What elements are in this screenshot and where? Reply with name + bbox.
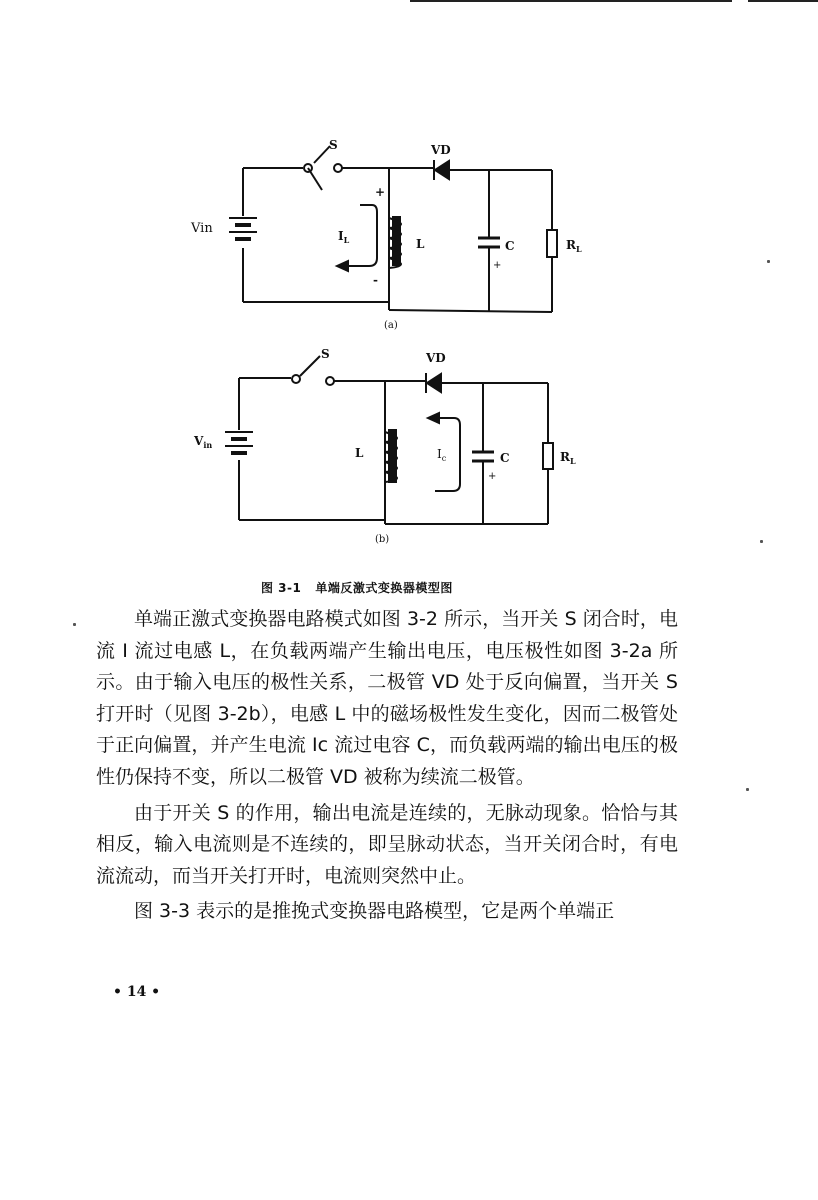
figure-caption bbox=[261, 579, 453, 596]
switch-label: S bbox=[321, 347, 330, 361]
inductor-label: L bbox=[355, 446, 364, 460]
current-label: $I_L$ bbox=[338, 229, 350, 245]
scan-speck bbox=[73, 623, 76, 626]
inductor-symbol bbox=[385, 430, 397, 482]
circuit-b bbox=[193, 347, 576, 545]
source-label: $V_{in}$ bbox=[194, 434, 213, 450]
scan-speck bbox=[767, 260, 770, 263]
capacitor-symbol bbox=[478, 238, 500, 247]
diode-label: VD bbox=[426, 351, 446, 365]
wire bbox=[389, 310, 552, 312]
page-number: • 14 • bbox=[113, 984, 161, 1000]
diode-symbol bbox=[434, 160, 449, 180]
source-label: Vin bbox=[191, 221, 213, 236]
switch-label: S bbox=[329, 138, 338, 152]
capacitor-polarity: + bbox=[493, 260, 502, 271]
capacitor-label: C bbox=[500, 451, 510, 465]
paragraph: 图 3-3 表示的是推挽式变换器电路模型，它是两个单端正 bbox=[134, 900, 615, 923]
battery-symbol bbox=[229, 218, 257, 239]
capacitor-symbol bbox=[472, 452, 494, 461]
capacitor-label: C bbox=[505, 239, 515, 253]
figure-sublabel-a: (a) bbox=[384, 320, 398, 331]
figure-title: 单端反激式变换器模型图 bbox=[315, 581, 453, 595]
scan-speck bbox=[760, 540, 763, 543]
resistor-symbol bbox=[543, 443, 553, 469]
polarity-minus: - bbox=[373, 273, 378, 287]
figure-number: 图 3-1 bbox=[261, 581, 302, 595]
circuit-a bbox=[190, 138, 582, 331]
body-text bbox=[96, 604, 678, 932]
inductor-label: L bbox=[416, 237, 425, 251]
load-label: $R_L$ bbox=[566, 238, 582, 254]
diode-symbol bbox=[426, 373, 441, 393]
figure-sublabel-b: (b) bbox=[375, 534, 390, 545]
current-label: $I_c$ bbox=[437, 447, 447, 463]
polarity-plus: + bbox=[375, 185, 386, 199]
paragraph: 单端正激式变换器电路模式如图 3-2 所示，当开关 S 闭合时，电流 I 流过电感 L，在负载两端产生输出电压，电压极性如图 3-2a 所示。由于输入电压的极性关系，二极管 VD 处于反向偏置，当开关 S 打开时（见图 3-2b），电感 L 中的磁场极性发生变化，因而二极管处于正向偏置，并产生电流 Ic 流过电容 C，而负载两端的输出电压的极性仍保持不变，所以二极管 VD 被称为续流二极管。 bbox=[96, 608, 678, 788]
load-label: $R_L$ bbox=[560, 450, 576, 466]
resistor-symbol bbox=[547, 230, 557, 257]
battery-symbol bbox=[225, 432, 253, 453]
current-arrow bbox=[428, 413, 460, 491]
paragraph: 由于开关 S 的作用，输出电流是连续的，无脉动现象。恰恰与其相反，输入电流则是不连续的，即呈脉动状态，当开关闭合时，有电流流动，而当开关打开时，电流则突然中止。 bbox=[96, 801, 678, 887]
diode-label: VD bbox=[431, 143, 451, 157]
scan-speck bbox=[746, 788, 749, 791]
switch-symbol bbox=[304, 146, 342, 190]
inductor-symbol bbox=[389, 217, 401, 268]
capacitor-polarity: + bbox=[488, 471, 497, 482]
